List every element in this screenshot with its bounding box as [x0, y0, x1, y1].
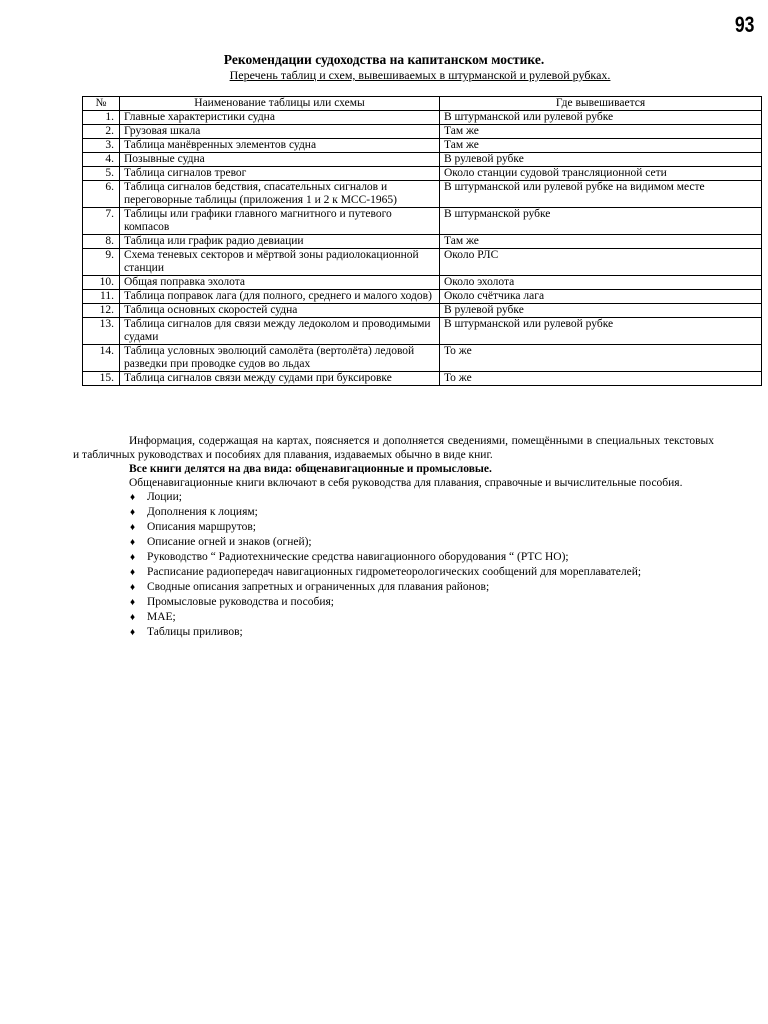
- row-name: Таблица сигналов связи между судами при буксировке: [120, 372, 440, 386]
- row-number: 14.: [83, 345, 120, 372]
- table-row: [83, 125, 762, 139]
- column-header-number: №: [83, 97, 120, 111]
- row-location: То же: [440, 372, 762, 386]
- body-text: [73, 434, 714, 640]
- table-row: [83, 276, 762, 290]
- row-name: Таблица условных эволюций самолёта (вертолёта) ледовой разведки при проводке судов во льдах: [120, 345, 440, 372]
- diamond-bullet-icon: ♦: [130, 552, 136, 563]
- book-list: [73, 490, 714, 640]
- list-item-text: Дополнения к лоциям;: [147, 506, 258, 518]
- row-name: Таблица или график радио девиации: [120, 235, 440, 249]
- row-number: 1.: [83, 111, 120, 125]
- row-name: Главные характеристики судна: [120, 111, 440, 125]
- table-row: [83, 249, 762, 276]
- diamond-bullet-icon: ♦: [130, 522, 136, 533]
- tables-schemes-list: [82, 96, 762, 386]
- list-item: [130, 580, 714, 595]
- table-row: [83, 345, 762, 372]
- row-number: 3.: [83, 139, 120, 153]
- diamond-bullet-icon: ♦: [130, 507, 136, 518]
- row-name: Общая поправка эхолота: [120, 276, 440, 290]
- row-location: Около станции судовой трансляционной сети: [440, 167, 762, 181]
- row-name: Таблица основных скоростей судна: [120, 304, 440, 318]
- list-item: [130, 610, 714, 625]
- row-location: Там же: [440, 139, 762, 153]
- table-row: [83, 208, 762, 235]
- table-row: [83, 318, 762, 345]
- page-title: Рекомендации судоходства на капитанском мостике.: [223, 52, 545, 67]
- table-row: [83, 139, 762, 153]
- table-header-row: [83, 97, 762, 111]
- list-item-text: Руководство “ Радиотехнические средства навигационного оборудования “ (РТС НО);: [147, 551, 569, 563]
- list-item: [130, 550, 714, 565]
- row-number: 12.: [83, 304, 120, 318]
- row-number: 9.: [83, 249, 120, 276]
- list-item: [130, 505, 714, 520]
- row-number: 2.: [83, 125, 120, 139]
- column-header-location: Где вывешивается: [440, 97, 762, 111]
- list-item: [130, 520, 714, 535]
- list-item: [130, 625, 714, 640]
- row-number: 11.: [83, 290, 120, 304]
- table-row: [83, 153, 762, 167]
- diamond-bullet-icon: ♦: [130, 537, 136, 548]
- row-name: Таблица манёвренных элементов судна: [120, 139, 440, 153]
- row-location: Там же: [440, 125, 762, 139]
- row-number: 15.: [83, 372, 120, 386]
- row-number: 6.: [83, 181, 120, 208]
- row-location: Около эхолота: [440, 276, 762, 290]
- paragraph-info: Информация, содержащая на картах, поясняется и дополняется сведениями, помещёнными в специальных текстовых и табличных руководствах и пособиях для плавания, издаваемых обычно в виде книг.: [73, 435, 714, 461]
- row-location: То же: [440, 345, 762, 372]
- row-name: Таблица сигналов бедствия, спасательных сигналов и переговорные таблицы (приложения 1 и 2 к МСС-1965): [120, 181, 440, 208]
- row-number: 10.: [83, 276, 120, 290]
- paragraph-general-books: Общенавигационные книги включают в себя руководства для плавания, справочные и вычислительные пособия.: [129, 477, 683, 489]
- row-number: 4.: [83, 153, 120, 167]
- row-location: В штурманской или рулевой рубке на видимом месте: [440, 181, 762, 208]
- list-item: [130, 595, 714, 610]
- page-number: 93: [734, 12, 754, 37]
- table-row: [83, 167, 762, 181]
- row-location: В рулевой рубке: [440, 304, 762, 318]
- list-item: [130, 565, 714, 580]
- list-item-text: Расписание радиопередач навигационных гидрометеорологических сообщений для мореплавателей;: [147, 566, 642, 578]
- diamond-bullet-icon: ♦: [130, 597, 136, 608]
- row-name: Позывные судна: [120, 153, 440, 167]
- list-item-text: Описания маршрутов;: [147, 521, 256, 533]
- row-number: 5.: [83, 167, 120, 181]
- diamond-bullet-icon: ♦: [130, 612, 136, 623]
- table-row: [83, 372, 762, 386]
- table-row: [83, 181, 762, 208]
- row-location: В штурманской или рулевой рубке: [440, 318, 762, 345]
- row-number: 7.: [83, 208, 120, 235]
- row-number: 8.: [83, 235, 120, 249]
- row-name: Таблица сигналов тревог: [120, 167, 440, 181]
- table-row: [83, 235, 762, 249]
- row-location: Около счётчика лага: [440, 290, 762, 304]
- row-location: Там же: [440, 235, 762, 249]
- list-item-text: Лоции;: [147, 491, 182, 503]
- paragraph-book-types: Все книги делятся на два вида: общенавигационные и промысловые.: [129, 463, 492, 475]
- row-name: Таблица сигналов для связи между ледоколом и проводимыми судами: [120, 318, 440, 345]
- row-number: 13.: [83, 318, 120, 345]
- row-location: В штурманской рубке: [440, 208, 762, 235]
- table-row: [83, 304, 762, 318]
- diamond-bullet-icon: ♦: [130, 492, 136, 503]
- list-item: [130, 490, 714, 505]
- list-item-text: Сводные описания запретных и ограниченных для плавания районов;: [147, 581, 490, 593]
- column-header-name: Наименование таблицы или схемы: [120, 97, 440, 111]
- list-item-text: Описание огней и знаков (огней);: [147, 536, 312, 548]
- list-item-text: Промысловые руководства и пособия;: [147, 596, 334, 608]
- list-item-text: МАЕ;: [147, 611, 176, 623]
- row-name: Таблицы или графики главного магнитного и путевого компасов: [120, 208, 440, 235]
- list-item: [130, 535, 714, 550]
- list-item-text: Таблицы приливов;: [147, 626, 243, 638]
- row-name: Грузовая шкала: [120, 125, 440, 139]
- diamond-bullet-icon: ♦: [130, 567, 136, 578]
- row-name: Таблица поправок лага (для полного, среднего и малого ходов): [120, 290, 440, 304]
- table-row: [83, 290, 762, 304]
- row-location: В штурманской или рулевой рубке: [440, 111, 762, 125]
- page-subtitle: Перечень таблиц и схем, вывешиваемых в штурманской и рулевой рубках.: [229, 68, 611, 82]
- diamond-bullet-icon: ♦: [130, 582, 136, 593]
- row-name: Схема теневых секторов и мёртвой зоны радиолокационной станции: [120, 249, 440, 276]
- row-location: Около РЛС: [440, 249, 762, 276]
- diamond-bullet-icon: ♦: [130, 627, 136, 638]
- table-row: [83, 111, 762, 125]
- row-location: В рулевой рубке: [440, 153, 762, 167]
